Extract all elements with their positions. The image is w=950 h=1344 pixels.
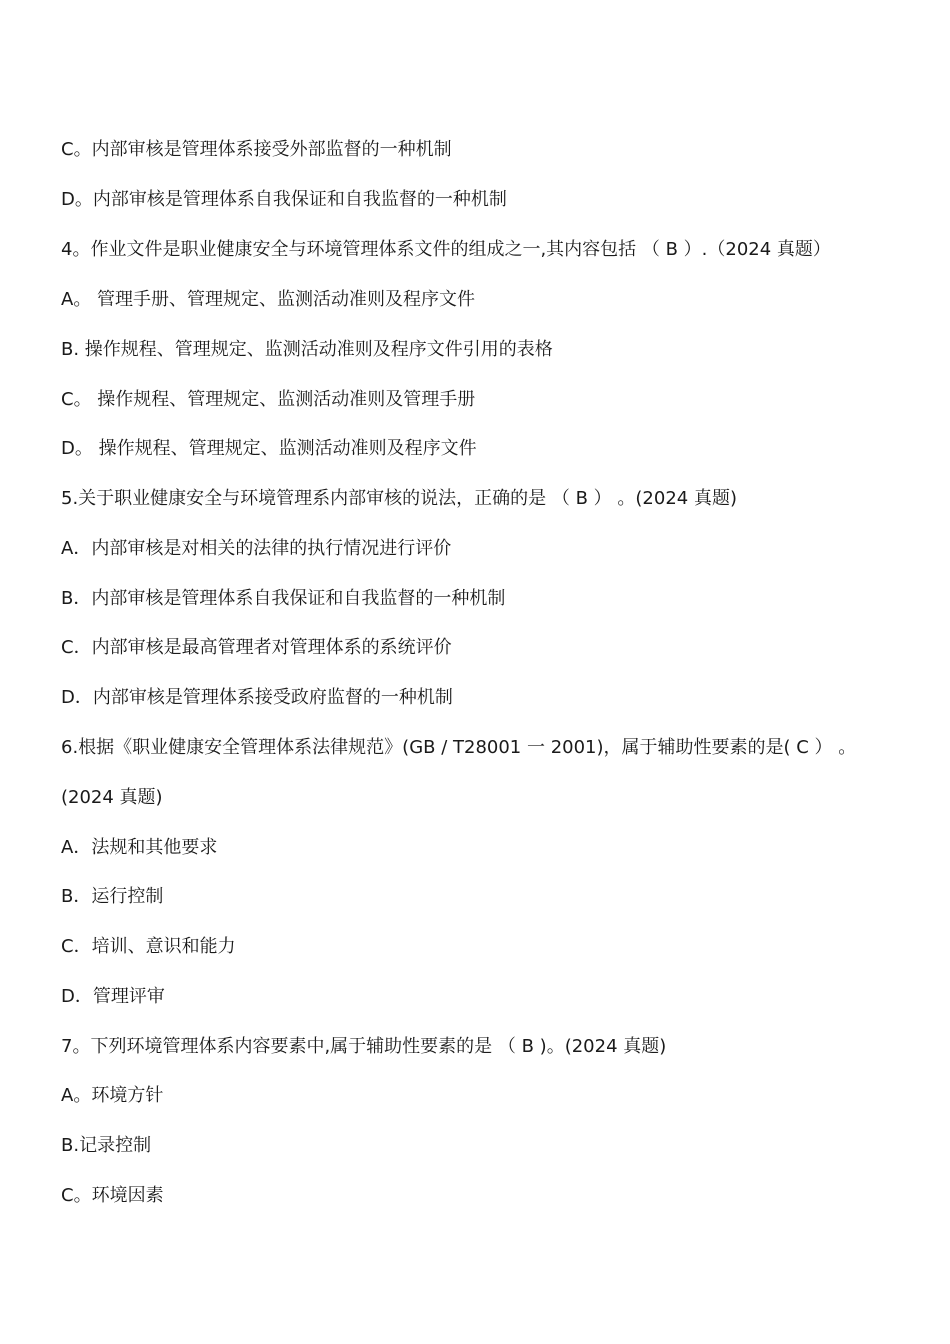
option-a-q7: A。环境方针 [61, 1085, 164, 1106]
option-b-q4: B. 操作规程、管理规定、监测活动准则及程序文件引用的表格 [61, 339, 553, 360]
option-b-q6: B．运行控制 [61, 886, 164, 907]
option-c-q3: C。内部审核是管理体系接受外部监督的一种机制 [61, 139, 452, 160]
question-6-continued: (2024 真题) [61, 787, 163, 808]
question-5: 5.关于职业健康安全与环境管理系内部审核的说法，正确的是 （ B ） 。(2024 真题) [61, 488, 737, 509]
option-a-q5: A．内部审核是对相关的法律的执行情况进行评价 [61, 538, 452, 559]
question-6: 6.根据《职业健康安全管理体系法律规范》(GB / T28001 一 2001)，属于辅助性要素的是( C ） 。 [61, 737, 857, 758]
option-d-q3: D。内部审核是管理体系自我保证和自我监督的一种机制 [61, 189, 507, 210]
option-c-q4: C。 操作规程、管理规定、监测活动准则及管理手册 [61, 389, 476, 410]
question-7: 7。下列环境管理体系内容要素中,属于辅助性要素的是 （ B )。(2024 真题) [61, 1036, 667, 1057]
option-b-q7: B.记录控制 [61, 1135, 152, 1156]
option-d-q4: D。 操作规程、管理规定、监测活动准则及程序文件 [61, 438, 477, 459]
option-d-q5: D．内部审核是管理体系接受政府监督的一种机制 [61, 687, 453, 708]
option-c-q6: C．培训、意识和能力 [61, 936, 236, 957]
option-b-q5: B．内部审核是管理体系自我保证和自我监督的一种机制 [61, 588, 506, 609]
option-c-q7: C。环境因素 [61, 1185, 164, 1206]
question-4: 4。作业文件是职业健康安全与环境管理体系文件的组成之一,其内容包括 （ B ）.（2024 真题） [61, 239, 831, 260]
option-c-q5: C．内部审核是最高管理者对管理体系的系统评价 [61, 637, 452, 658]
option-d-q6: D．管理评审 [61, 986, 165, 1007]
option-a-q6: A．法规和其他要求 [61, 837, 218, 858]
option-a-q4: A。 管理手册、管理规定、监测活动准则及程序文件 [61, 289, 476, 310]
